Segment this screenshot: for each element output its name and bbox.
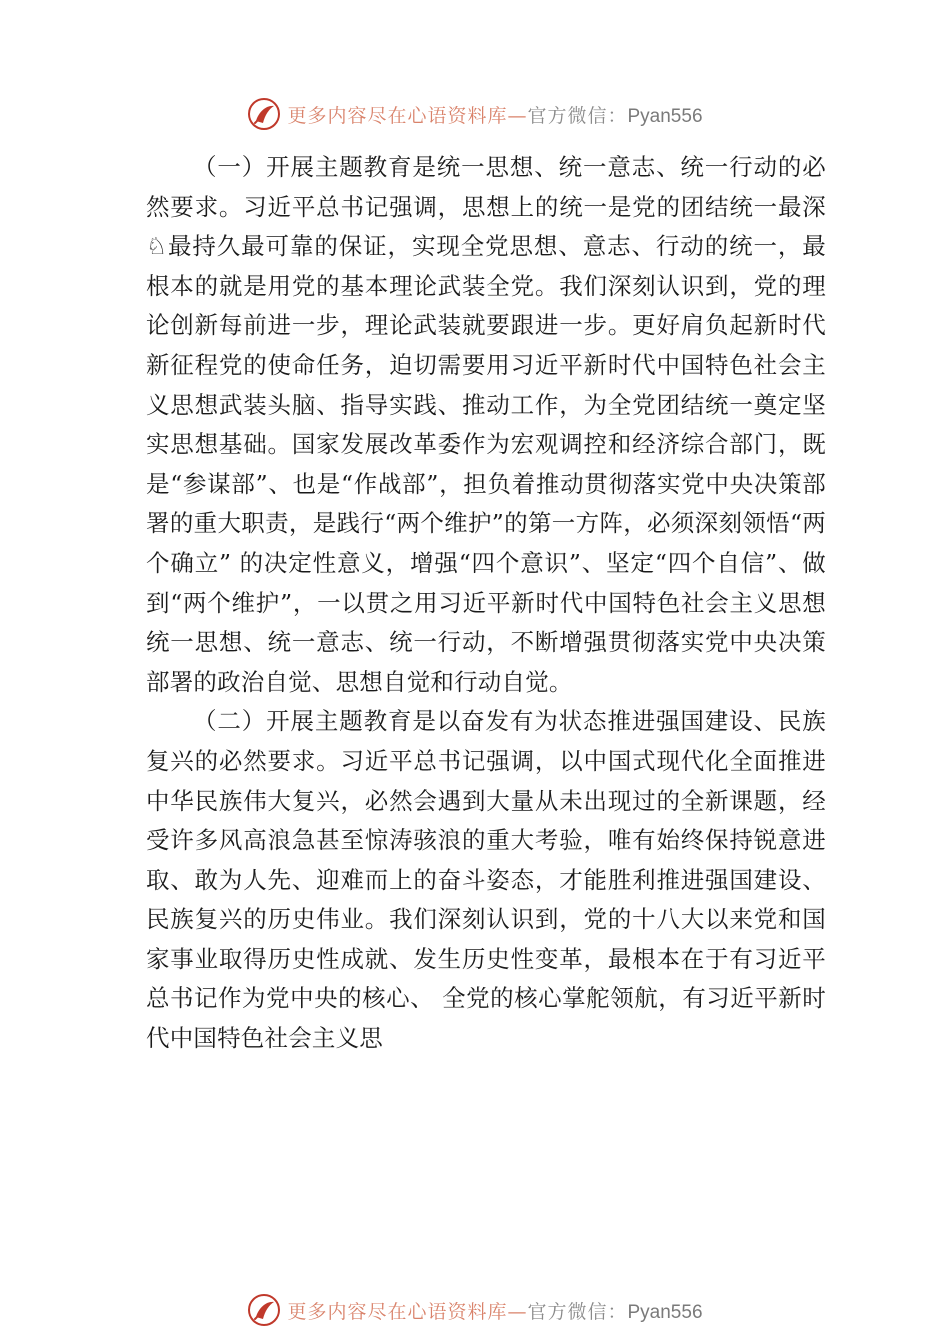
paragraph-2: （二）开展主题教育是以奋发有为状态推进强国建设、民族复兴的必然要求。习近平总书记强调，以中国式现代化全面推进中华民族伟大复兴，必然会遇到大量从未出现过的全新课题，经受许多风高浪急甚至惊涛骇浪的重大考验，唯有始终保持锐意进取、敢为人先、迎难而上的奋斗姿态，才能胜利推进强国建设、民族复兴的历史伟业。我们深刻认识到，党的十八大以来党和国家事业取得历史性成就、发生历史性变革，最根本在于有习近平总书记作为党中央的核心、 全党的核心掌舵领航，有习近平新时代中国特色社会主义思: [146, 707, 826, 1053]
header-banner-handle: Pyan556: [627, 105, 703, 127]
document-body: [146, 148, 826, 1059]
header-banner-text: [287, 101, 702, 128]
brand-logo-icon: [247, 97, 281, 131]
paragraph-1: （一）开展主题教育是统一思想、统一意志、统一行动的必然要求。习近平总书记强调，思想上的统一是党的团结统一最深♘最持久最可靠的保证，实现全党思想、意志、行动的统一，最根本的就是用党的基本理论武装全党。我们深刻认识到，党的理论创新每前进一步，理论武装就要跟进一步。更好肩负起新时代新征程党的使命任务，迫切需要用习近平新时代中国特色社会主义思想武装头脑、指导实践、推动工作，为全党团结统一奠定坚实思想基础。国家发展改革委作为宏观调控和经济综合部门，既是“参谋部”、也是“作战部”，担负着推动贯彻落实党中央决策部署的重大职责，是践行“两个维护”的第一方阵，必须深刻领悟“两个确立” 的决定性意义，增强“四个意识”、坚定“四个自信”、做到“两个维护”，一以贯之用习近平新时代中国特色社会主义思想统一思想、统一意志、统一行动，不断增强贯彻落实党中央决策部署的政治自觉、思想自觉和行动自觉。: [146, 153, 826, 696]
header-banner-main: 更多内容尽在心语资料库: [287, 104, 508, 127]
footer-banner: [0, 1290, 950, 1330]
brand-logo-icon: [247, 1293, 281, 1327]
footer-banner-dash: —: [507, 1300, 528, 1323]
footer-banner-text: [287, 1297, 702, 1324]
header-banner-wechat: 官方微信：: [527, 104, 628, 127]
footer-banner-wechat: 官方微信：: [527, 1300, 628, 1323]
header-banner-dash: —: [507, 104, 528, 127]
footer-banner-main: 更多内容尽在心语资料库: [287, 1300, 508, 1323]
footer-banner-handle: Pyan556: [627, 1301, 703, 1323]
header-banner: [0, 94, 950, 134]
